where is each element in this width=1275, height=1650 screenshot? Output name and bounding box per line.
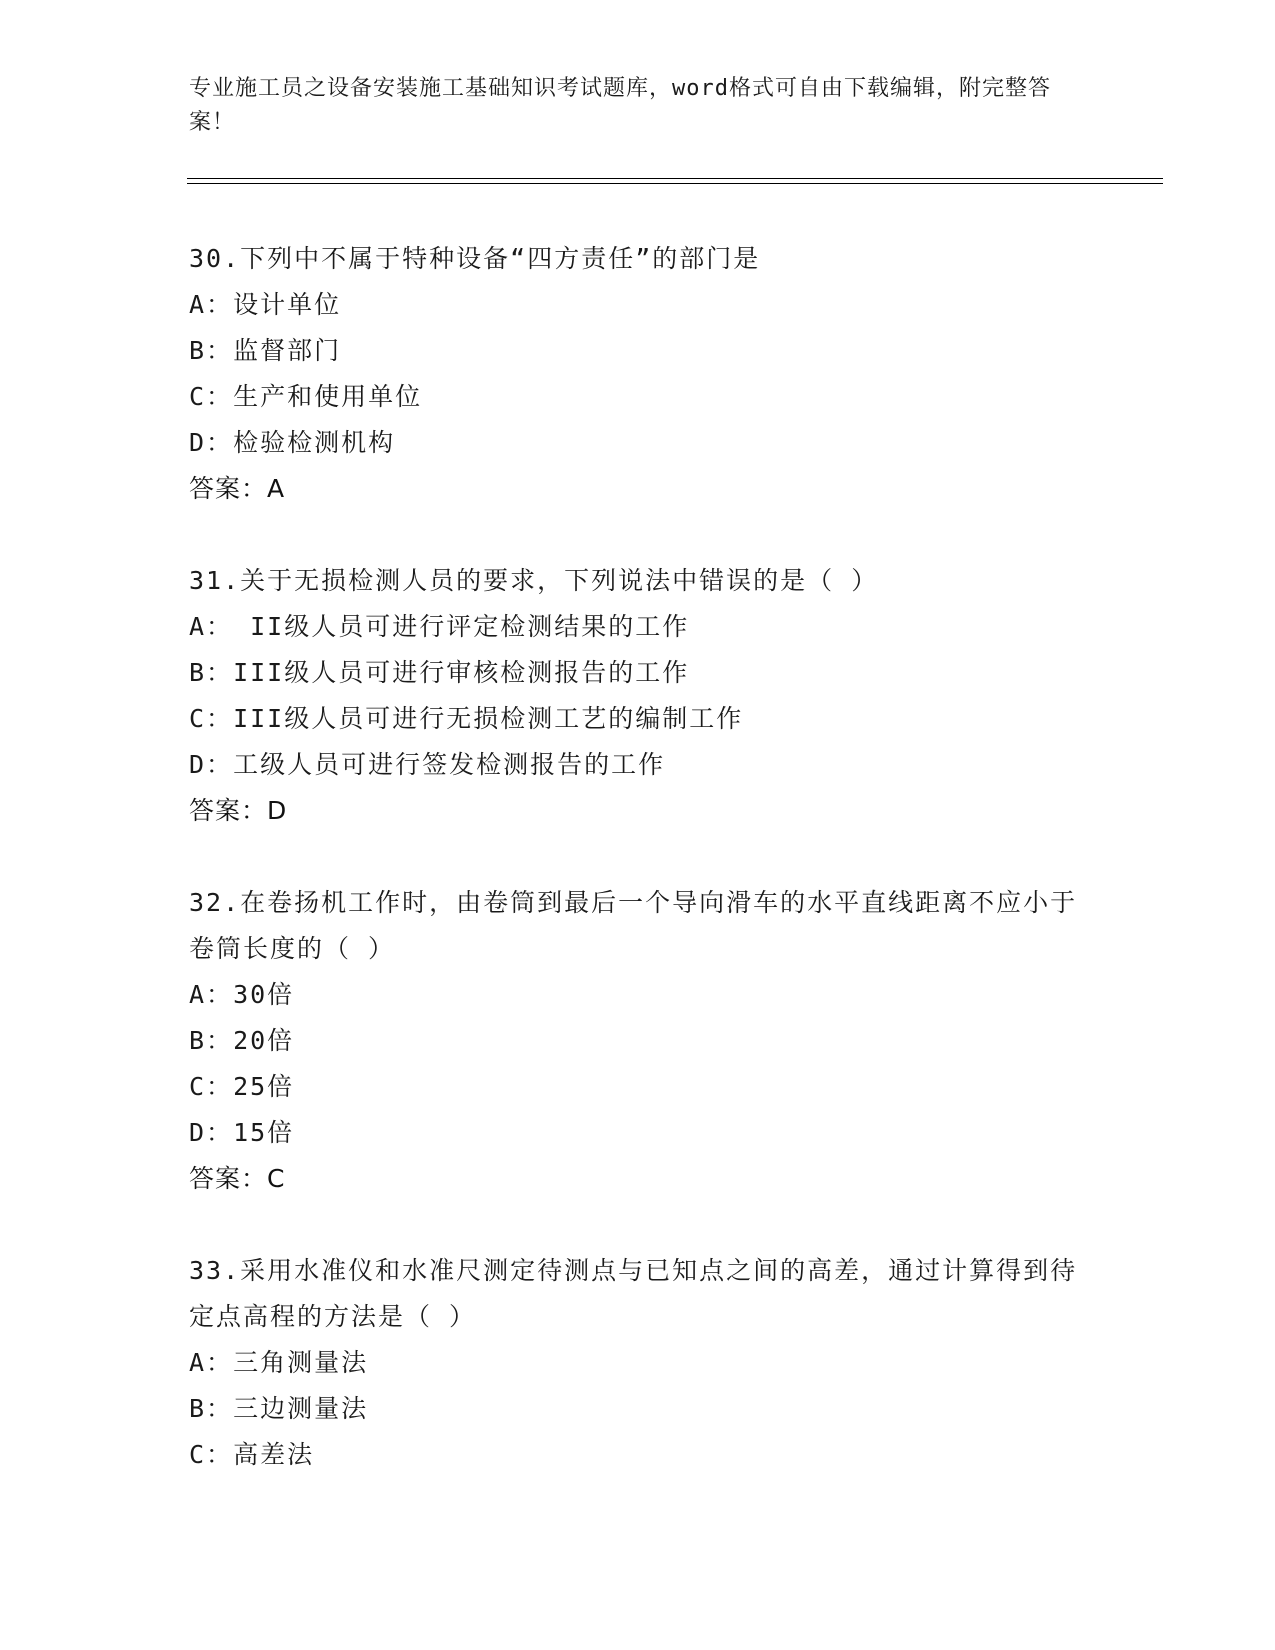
answer-label: 答案：	[189, 796, 268, 825]
option-letter: B：	[189, 336, 234, 365]
question-stem	[189, 880, 1079, 972]
answer-line	[189, 466, 1089, 512]
answer-label: 答案：	[189, 474, 268, 503]
option-letter: B：	[189, 1026, 234, 1055]
option-d	[189, 742, 1089, 788]
option-b	[189, 1018, 1089, 1064]
option-d	[189, 420, 1089, 466]
answer-line	[189, 1156, 1089, 1202]
option-b	[189, 1386, 1089, 1432]
option-text: 20倍	[233, 1026, 295, 1055]
question-text: 采用水准仪和水准尺测定待测点与已知点之间的高差，通过计算得到待定点高程的方法是（ ）	[189, 1256, 1078, 1331]
question-30	[189, 236, 1089, 512]
question-text: 关于无损检测人员的要求，下列说法中错误的是（ ）	[240, 566, 879, 595]
header-divider-bottom	[187, 183, 1163, 184]
question-text: 下列中不属于特种设备“四方责任”的部门是	[240, 244, 761, 273]
option-a	[189, 282, 1089, 328]
option-letter: C：	[189, 704, 234, 733]
answer-value: C	[267, 1164, 286, 1193]
header-text: 专业施工员之设备安装施工基础知识考试题库，word格式可自由下载编辑，附完整答案！	[189, 76, 1051, 135]
option-letter: A：	[189, 980, 234, 1009]
option-text: 检验检测机构	[233, 428, 396, 457]
option-a	[189, 1340, 1089, 1386]
document-header	[189, 72, 1069, 140]
option-text: 三角测量法	[233, 1348, 369, 1377]
option-letter: C：	[189, 1440, 234, 1469]
option-letter: C：	[189, 382, 234, 411]
option-letter: D：	[189, 750, 234, 779]
option-letter: D：	[189, 1118, 234, 1147]
option-text: 监督部门	[233, 336, 342, 365]
option-text: III级人员可进行无损检测工艺的编制工作	[233, 704, 744, 733]
option-a	[189, 972, 1089, 1018]
answer-value: D	[267, 796, 288, 825]
option-text: 25倍	[233, 1072, 295, 1101]
option-a	[189, 604, 1089, 650]
option-letter: B：	[189, 658, 234, 687]
option-letter: B：	[189, 1394, 234, 1423]
option-text: III级人员可进行审核检测报告的工作	[233, 658, 690, 687]
question-number: 33.	[189, 1256, 241, 1285]
option-b	[189, 650, 1089, 696]
question-33	[189, 1248, 1089, 1478]
option-c	[189, 696, 1089, 742]
option-letter: A：	[189, 1348, 234, 1377]
question-number: 32.	[189, 888, 241, 917]
option-text: 设计单位	[233, 290, 342, 319]
option-text: 生产和使用单位	[233, 382, 423, 411]
answer-value: A	[267, 474, 286, 503]
option-text: 三边测量法	[233, 1394, 369, 1423]
question-text: 在卷扬机工作时，由卷筒到最后一个导向滑车的水平直线距离不应小于卷筒长度的（ ）	[189, 888, 1078, 963]
question-number: 30.	[189, 244, 241, 273]
question-stem	[189, 1248, 1079, 1340]
header-divider-top	[187, 178, 1163, 179]
option-c	[189, 1064, 1089, 1110]
question-stem	[189, 236, 1079, 282]
option-d	[189, 1110, 1089, 1156]
option-text: 工级人员可进行签发检测报告的工作	[233, 750, 666, 779]
option-text: 高差法	[233, 1440, 315, 1469]
option-c	[189, 1432, 1089, 1478]
option-b	[189, 328, 1089, 374]
option-letter: C：	[189, 1072, 234, 1101]
question-32	[189, 880, 1089, 1202]
question-31	[189, 558, 1089, 834]
option-text: II级人员可进行评定检测结果的工作	[233, 612, 690, 641]
question-stem	[189, 558, 1079, 604]
option-letter: A：	[189, 612, 234, 641]
option-letter: D：	[189, 428, 234, 457]
option-text: 30倍	[233, 980, 295, 1009]
question-list	[189, 236, 1089, 1524]
option-text: 15倍	[233, 1118, 295, 1147]
question-number: 31.	[189, 566, 241, 595]
option-c	[189, 374, 1089, 420]
option-letter: A：	[189, 290, 234, 319]
answer-label: 答案：	[189, 1164, 268, 1193]
answer-line	[189, 788, 1089, 834]
